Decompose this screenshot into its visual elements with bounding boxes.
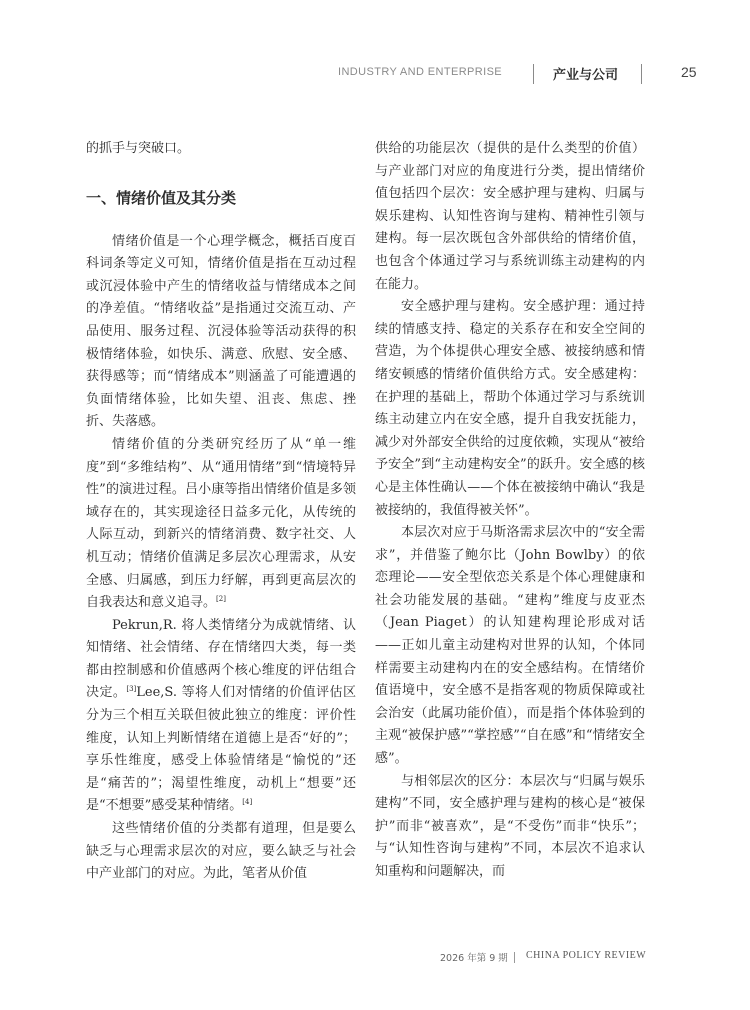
- paragraph: 供给的功能层次（提供的是什么类型的价值）与产业部门对应的角度进行分类，提出情绪价值包括四个层次：安全感护理与建构、归属与娱乐建构、认知性咨询与建构、精神性引领与建构。每一层次既包含外部供给的情绪价值，也包含个体通过学习与系统训练主动建构的内在能力。: [375, 141, 645, 292]
- paragraph: [86, 434, 356, 615]
- header-divider: [533, 64, 534, 84]
- header-divider: [641, 64, 642, 84]
- page-number: 25: [681, 64, 697, 80]
- paragraph-text: Lee,S. 等将人们对情绪的价值评估区分为三个相互关联但彼此独立的维度：评价性维度，认知上判断情绪在道德上是否“好的”；享乐性维度，感受上体验情绪是“愉悦的”还是“痛苦的”；渴望性维度，动机上“想要”还是“不想要”感受某种情绪。: [86, 685, 356, 814]
- right-column: [375, 138, 645, 884]
- citation-ref: [4]: [242, 798, 253, 807]
- citation-ref: [3]: [126, 685, 137, 694]
- paragraph-text: 情绪价值的分类研究经历了从“单一维度”到“多维结构”、从“通用情绪”到“情境特异性”的演进过程。吕小康等指出情绪价值是多领域存在的，其实现途径日益多元化，从传统的人际互动，到新兴的情绪消费、数字社交、人机互动；情绪价值满足多层次心理需求，从安全感、归属感，到压力纾解，再到更高层次的自我表达和意义追寻。: [86, 436, 356, 611]
- paragraph: 情绪价值是一个心理学概念，概括百度百科词条等定义可知，情绪价值是指在互动过程或沉浸体验中产生的情绪收益与情绪成本之间的净差值。“情绪收益”是指通过交流互动、产品使用、服务过程、沉浸体验等活动获得的积极情绪体验，如快乐、满意、欣慰、安全感、获得感等；而“情绪成本”则涵盖了可能遭遇的负面情绪体验，比如失望、沮丧、焦虑、挫折、失落感。: [86, 233, 356, 430]
- section-heading: 一、情绪价值及其分类: [86, 188, 237, 207]
- footer-divider: [514, 952, 515, 963]
- paragraph-text: Pekrun,R. 将人类情绪分为成就情绪、认知情绪、社会情绪、存在情绪四大类，每一类都由控制感和价值感两个核心维度的评估组合决定。: [86, 617, 356, 701]
- paragraph: 与相邻层次的区分：本层次与“归属与娱乐建构”不同，安全感护理与建构的核心是“被保护”而非“被喜欢”，是“不受伤”而非“快乐”；与“认知性咨询与建构”不同，本层次不追求认知重构和问题解决，而: [375, 773, 645, 879]
- left-column: [86, 138, 356, 886]
- paragraph: 本层次对应于马斯洛需求层次中的“安全需求”，并借鉴了鲍尔比（John Bowlby）的依恋理论——安全型依恋关系是个体心理健康和社会功能发展的基础。“建构”维度与皮亚杰（Jean Piaget）的认知建构理论形成对话——正如儿童主动建构对世界的认知，个体同样需要主动建构内在的安全感结构。在情绪价值语境中，安全感不是指客观的物质保障或社会治安（此属功能价值），而是指个体体验到的主观“被保护感”“掌控感”“自在感”和“情绪安全感”。: [375, 525, 645, 767]
- running-footer: [0, 950, 750, 966]
- paragraph: 安全感护理与建构。安全感护理：通过持续的情感支持、稳定的关系存在和安全空间的营造，为个体提供心理安全感、被接纳感和情绪安顿感的情绪价值供给方式。安全感建构：在护理的基础上，帮助个体通过学习与系统训练主动建立内在安全感，提升自我安抚能力，减少对外部安全供给的过度依赖，实现从“被给予安全”到“主动建构安全”的跃升。安全感的核心是主体性确认——个体在被接纳中确认“我是被接纳的，我值得被关怀”。: [375, 299, 645, 518]
- issue-label: 2026 年第 9 期: [440, 953, 508, 964]
- paragraph: [86, 615, 356, 818]
- citation-ref: [2]: [216, 595, 226, 604]
- running-header: [0, 64, 750, 86]
- journal-name: CHINA POLICY REVIEW: [526, 950, 647, 961]
- paragraph: 这些情绪价值的分类都有道理，但是要么缺乏与心理需求层次的对应，要么缺乏与社会中产业部门的对应。为此，笔者从价值: [86, 821, 356, 882]
- section-title-en: INDUSTRY AND ENTERPRISE: [338, 66, 503, 78]
- paragraph: 的抓手与突破口。: [86, 141, 191, 156]
- section-title-cn: 产业与公司: [553, 68, 619, 83]
